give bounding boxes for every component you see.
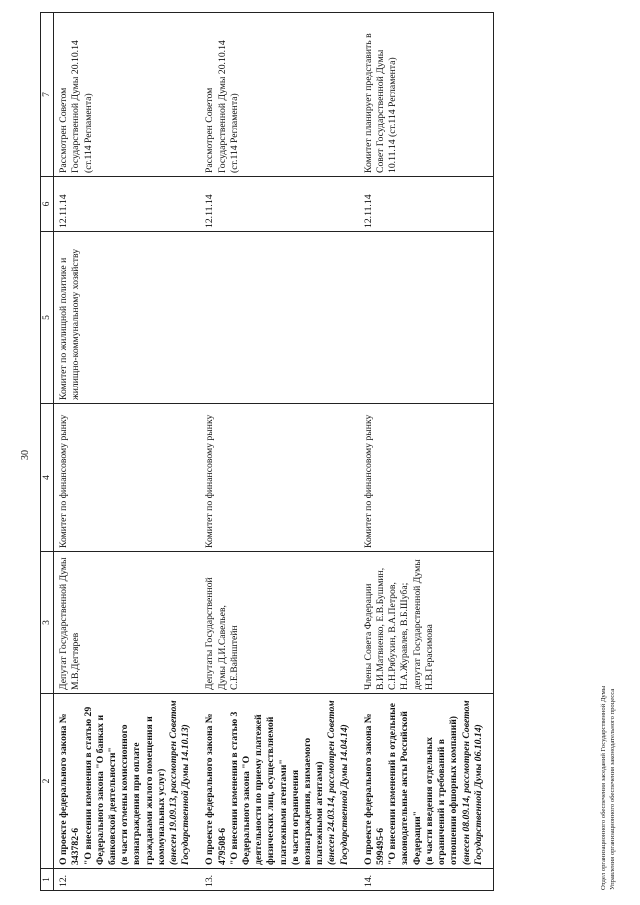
- bill-status: Рассмотрен Советом Государственной Думы 20.10.14 (ст.114 Регламента): [200, 13, 358, 177]
- bill-scope: (в части введения отдельных ограничений и требований в отношении офшорных компаний): [423, 715, 460, 865]
- bill-description: [200, 694, 358, 869]
- bill-introduced: (внесен 08.09.14, рассмотрен Советом Государственной Думы 06.10.14): [460, 700, 484, 865]
- column-header: 5: [41, 232, 54, 404]
- row-number: 12.: [54, 869, 201, 891]
- row-number: 14.: [359, 869, 494, 891]
- bill-introduced: (внесен 24.03.14, рассмотрен Советом Государственной Думы 14.04.14): [326, 700, 350, 865]
- bill-introduced: (внесен 19.09.13, рассмотрен Советом Государственной Думы 14.10.13): [168, 700, 192, 865]
- footer-note: [600, 686, 617, 890]
- table-row: [359, 13, 494, 891]
- deadline-date: 12.11.14: [200, 177, 358, 232]
- table-row: [54, 13, 201, 891]
- page-number: 30: [20, 450, 31, 460]
- bill-author: Члены Совета Федерации В.И.Матвиенко, Е.В.Бушмин, С.Н.Рябухин, В.А.Петров, Н.А.Журавлев, В.Б.Шуба; депутат Государственной Думы Н.В.Герасимова: [359, 552, 494, 694]
- column-number-row: [41, 13, 54, 891]
- footer-line: Управления организационного обеспечения законодательного процесса: [608, 688, 616, 890]
- bill-title: "О внесении изменения в статью 29 Федерального закона "О банках и банковской деятельности": [82, 706, 119, 865]
- column-header: 2: [41, 694, 54, 869]
- bill-title-number: О проекте федерального закона № 599495-6: [362, 713, 387, 865]
- column-header: 1: [41, 869, 54, 891]
- bill-scope: (в части ограничения вознаграждения, взимаемого платежными агентами): [289, 737, 326, 865]
- column-header: 6: [41, 177, 54, 232]
- column-header: 7: [41, 13, 54, 177]
- responsible-committee: Комитет по финансовому рынку: [54, 404, 201, 552]
- bill-author: Депутат Государственной Думы М.В.Дегтярев: [54, 552, 201, 694]
- responsible-committee: Комитет по финансовому рынку: [359, 404, 494, 552]
- column-header: 3: [41, 552, 54, 694]
- table-row: [200, 13, 358, 891]
- bill-status: Рассмотрен Советом Государственной Думы 20.10.14 (ст.114 Регламента): [54, 13, 201, 177]
- bill-scope: (в части отмены комиссионного вознаграждения при оплате гражданами жилого помещения и коммунальных услуг): [119, 716, 167, 865]
- footer-line: Отдел организационного обеспечения заседаний Государственной Думы: [600, 685, 607, 890]
- column-header: 4: [41, 404, 54, 552]
- co-committee: [359, 232, 494, 404]
- deadline-date: 12.11.14: [54, 177, 201, 232]
- bill-title-number: О проекте федерального закона № 343782-6: [58, 713, 82, 865]
- bill-title-number: О проекте федерального закона № 479508-6: [204, 713, 228, 865]
- bill-description: [54, 694, 201, 869]
- bill-description: [359, 694, 494, 869]
- bill-author: Депутаты Государственной Думы Д.И.Савельев, С.Е.Вайнштейн: [200, 552, 358, 694]
- bill-status: Комитет планирует представить в Совет Государственной Думы 10.11.14 (ст.114 Регламента): [359, 13, 494, 177]
- row-number: 13.: [200, 869, 358, 891]
- responsible-committee: Комитет по финансовому рынку: [200, 404, 358, 552]
- bill-title: "О внесении изменения в статью 3 Федерального закона "О деятельности по приему платежей физических лиц, осуществляемой платежными агентами": [228, 711, 289, 865]
- co-committee: [200, 232, 358, 404]
- bill-title: "О внесении изменений в отдельные законодательные акты Российской Федерации": [387, 703, 423, 865]
- bills-table: [40, 12, 494, 891]
- co-committee: Комитет по жилищной политике и жилищно-коммунальному хозяйству: [54, 232, 201, 404]
- deadline-date: 12.11.14: [359, 177, 494, 232]
